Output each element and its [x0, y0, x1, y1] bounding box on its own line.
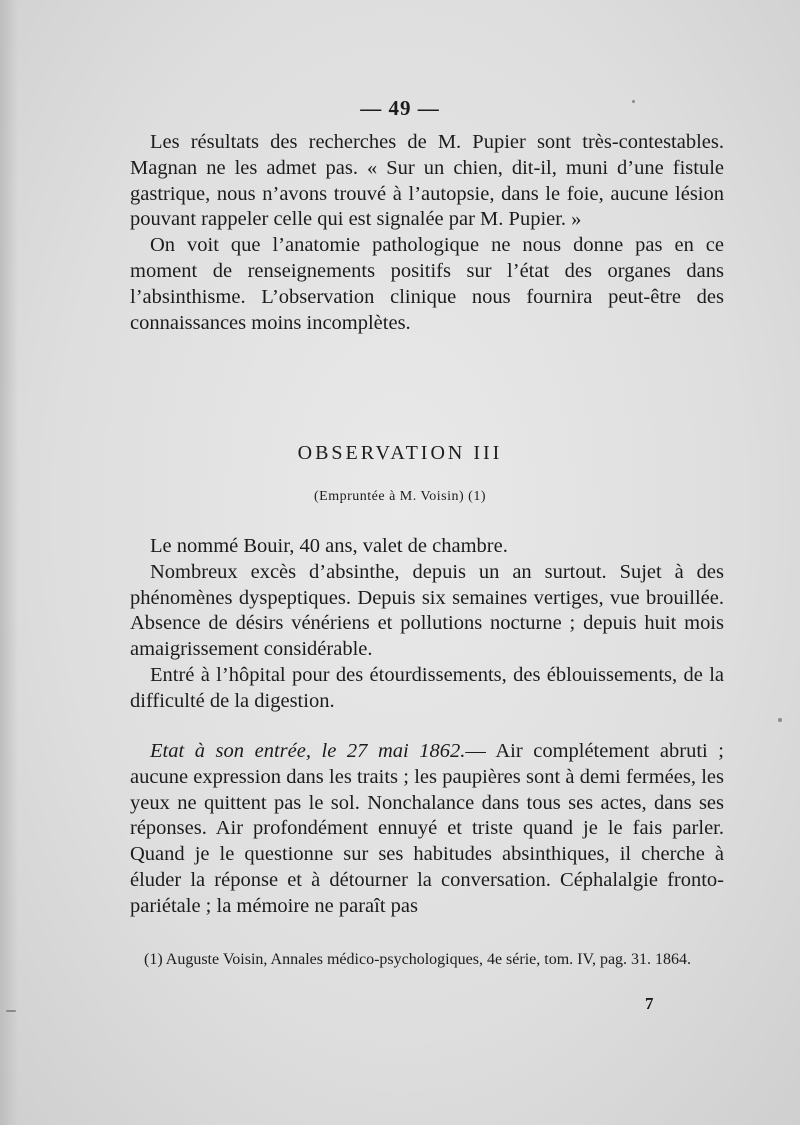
- paper-speck: [6, 1010, 16, 1012]
- paper-speck: [632, 100, 635, 103]
- paragraph-admission: Entré à l’hôpital pour des étourdissements, des éblouissements, de la difficulté de la digestion.: [130, 663, 724, 712]
- observation-heading: OBSERVATION III: [297, 442, 503, 464]
- case-text-block: [130, 534, 724, 715]
- page-edge-shadow: [0, 0, 18, 1125]
- observation-source: (Empruntée à M. Voisin) (1): [313, 489, 486, 504]
- entry-state-block: [130, 739, 724, 920]
- paragraph-pupier-results: Les résultats des recherches de M. Pupier sont très-contestables. Magnan ne les admet pas. « Sur un chien, dit-il, muni d’une fistule gastrique, nous n’avons trouvé à l’autopsie, dans le foie, aucune lésion pouvant rappeler celle qui est signalée par M. Pupier. »: [130, 131, 724, 231]
- paper-speck: [778, 718, 782, 722]
- intro-text-block: [130, 130, 724, 336]
- signature-mark: 7: [645, 994, 654, 1013]
- paragraph-history: Nombreux excès d’absinthe, depuis un an surtout. Sujet à des phénomènes dyspeptiques. Depuis six semaines vertiges, vue brouillée. Absence de désirs vénériens et pollutions nocturne ; depuis huit mois amaigrissement considérable.: [130, 560, 724, 661]
- entry-state-lead: Etat à son entrée, le 27 mai 1862.: [150, 740, 466, 762]
- entry-state-text: — Air complétement abruti ; aucune expression dans les traits ; les paupières sont à demi fermées, les yeux ne quittent pas le sol. Nonchalance dans tous ses actes, dans ses réponses. Air profondément ennuyé et triste quand je le fais parler. Quand je le questionne sur ses habitudes absinthiques, il cherche à éluder la réponse et à détourner la conversation. Céphalalgie fronto-pariétale ; la mémoire ne paraît pas: [130, 740, 724, 917]
- paragraph-entry-state: [130, 739, 724, 920]
- page-number-header: — 49 —: [360, 96, 440, 120]
- paragraph-patient-identity: Le nommé Bouir, 40 ans, valet de chambre.: [150, 535, 508, 557]
- footnote: (1) Auguste Voisin, Annales médico-psychologiques, 4e série, tom. IV, pag. 31. 1864.: [144, 951, 692, 968]
- paragraph-pathological-anatomy: On voit que l’anatomie pathologique ne nous donne pas en ce moment de renseignements positifs sur l’état des organes dans l’absinthisme. L’observation clinique nous fournira peut-être des connaissances moins incomplètes.: [130, 234, 724, 334]
